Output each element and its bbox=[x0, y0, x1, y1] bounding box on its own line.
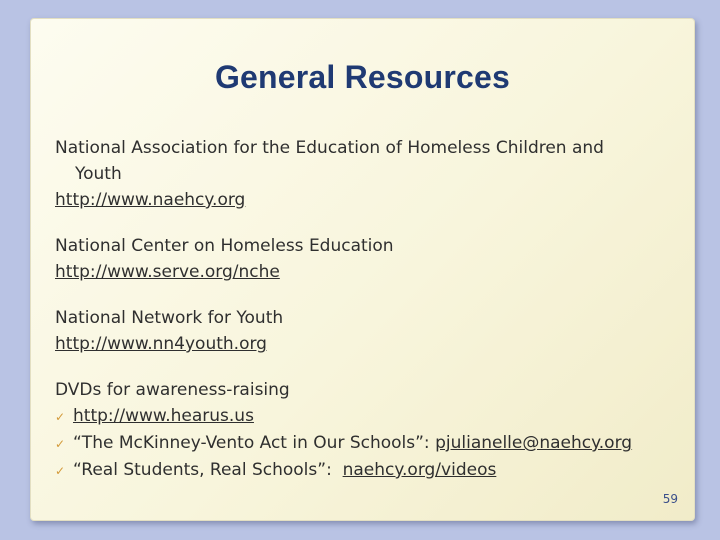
resource-name-continued: Youth bbox=[75, 164, 122, 184]
slide-title: General Resources bbox=[214, 59, 511, 95]
bullet-icon: ✓ bbox=[55, 464, 66, 478]
nn4youth-link[interactable]: http://www.nn4youth.org bbox=[55, 334, 267, 354]
resource-name: National Network for Youth bbox=[55, 308, 284, 328]
resource-group-nn4youth bbox=[55, 305, 685, 357]
videos-link[interactable]: naehcy.org/videos bbox=[342, 460, 497, 480]
dvd-bullet-prefix: “Real Students, Real Schools”: bbox=[73, 460, 343, 480]
dvd-heading: DVDs for awareness-raising bbox=[55, 380, 290, 400]
slide-body bbox=[55, 135, 685, 504]
dvd-bullet bbox=[55, 457, 685, 484]
resource-name: National Center on Homeless Education bbox=[55, 236, 394, 256]
resource-group-nche bbox=[55, 233, 685, 285]
email-link[interactable]: pjulianelle@naehcy.org bbox=[435, 433, 633, 453]
nche-link[interactable]: http://www.serve.org/nche bbox=[55, 262, 280, 282]
bullet-icon: ✓ bbox=[55, 410, 66, 424]
bullet-icon: ✓ bbox=[55, 437, 66, 451]
dvd-group bbox=[55, 377, 685, 484]
naehcy-link[interactable]: http://www.naehcy.org bbox=[55, 190, 246, 210]
hearus-link[interactable]: http://www.hearus.us bbox=[73, 406, 254, 426]
slide bbox=[30, 18, 695, 521]
resource-name: National Association for the Education of Homeless Children and bbox=[55, 138, 604, 158]
dvd-bullet bbox=[55, 430, 685, 457]
page-number: 59 bbox=[662, 492, 678, 506]
dvd-bullet bbox=[55, 403, 685, 430]
resource-group-naehcy bbox=[55, 135, 685, 213]
dvd-bullet-prefix: “The McKinney-Vento Act in Our Schools”: bbox=[73, 433, 436, 453]
